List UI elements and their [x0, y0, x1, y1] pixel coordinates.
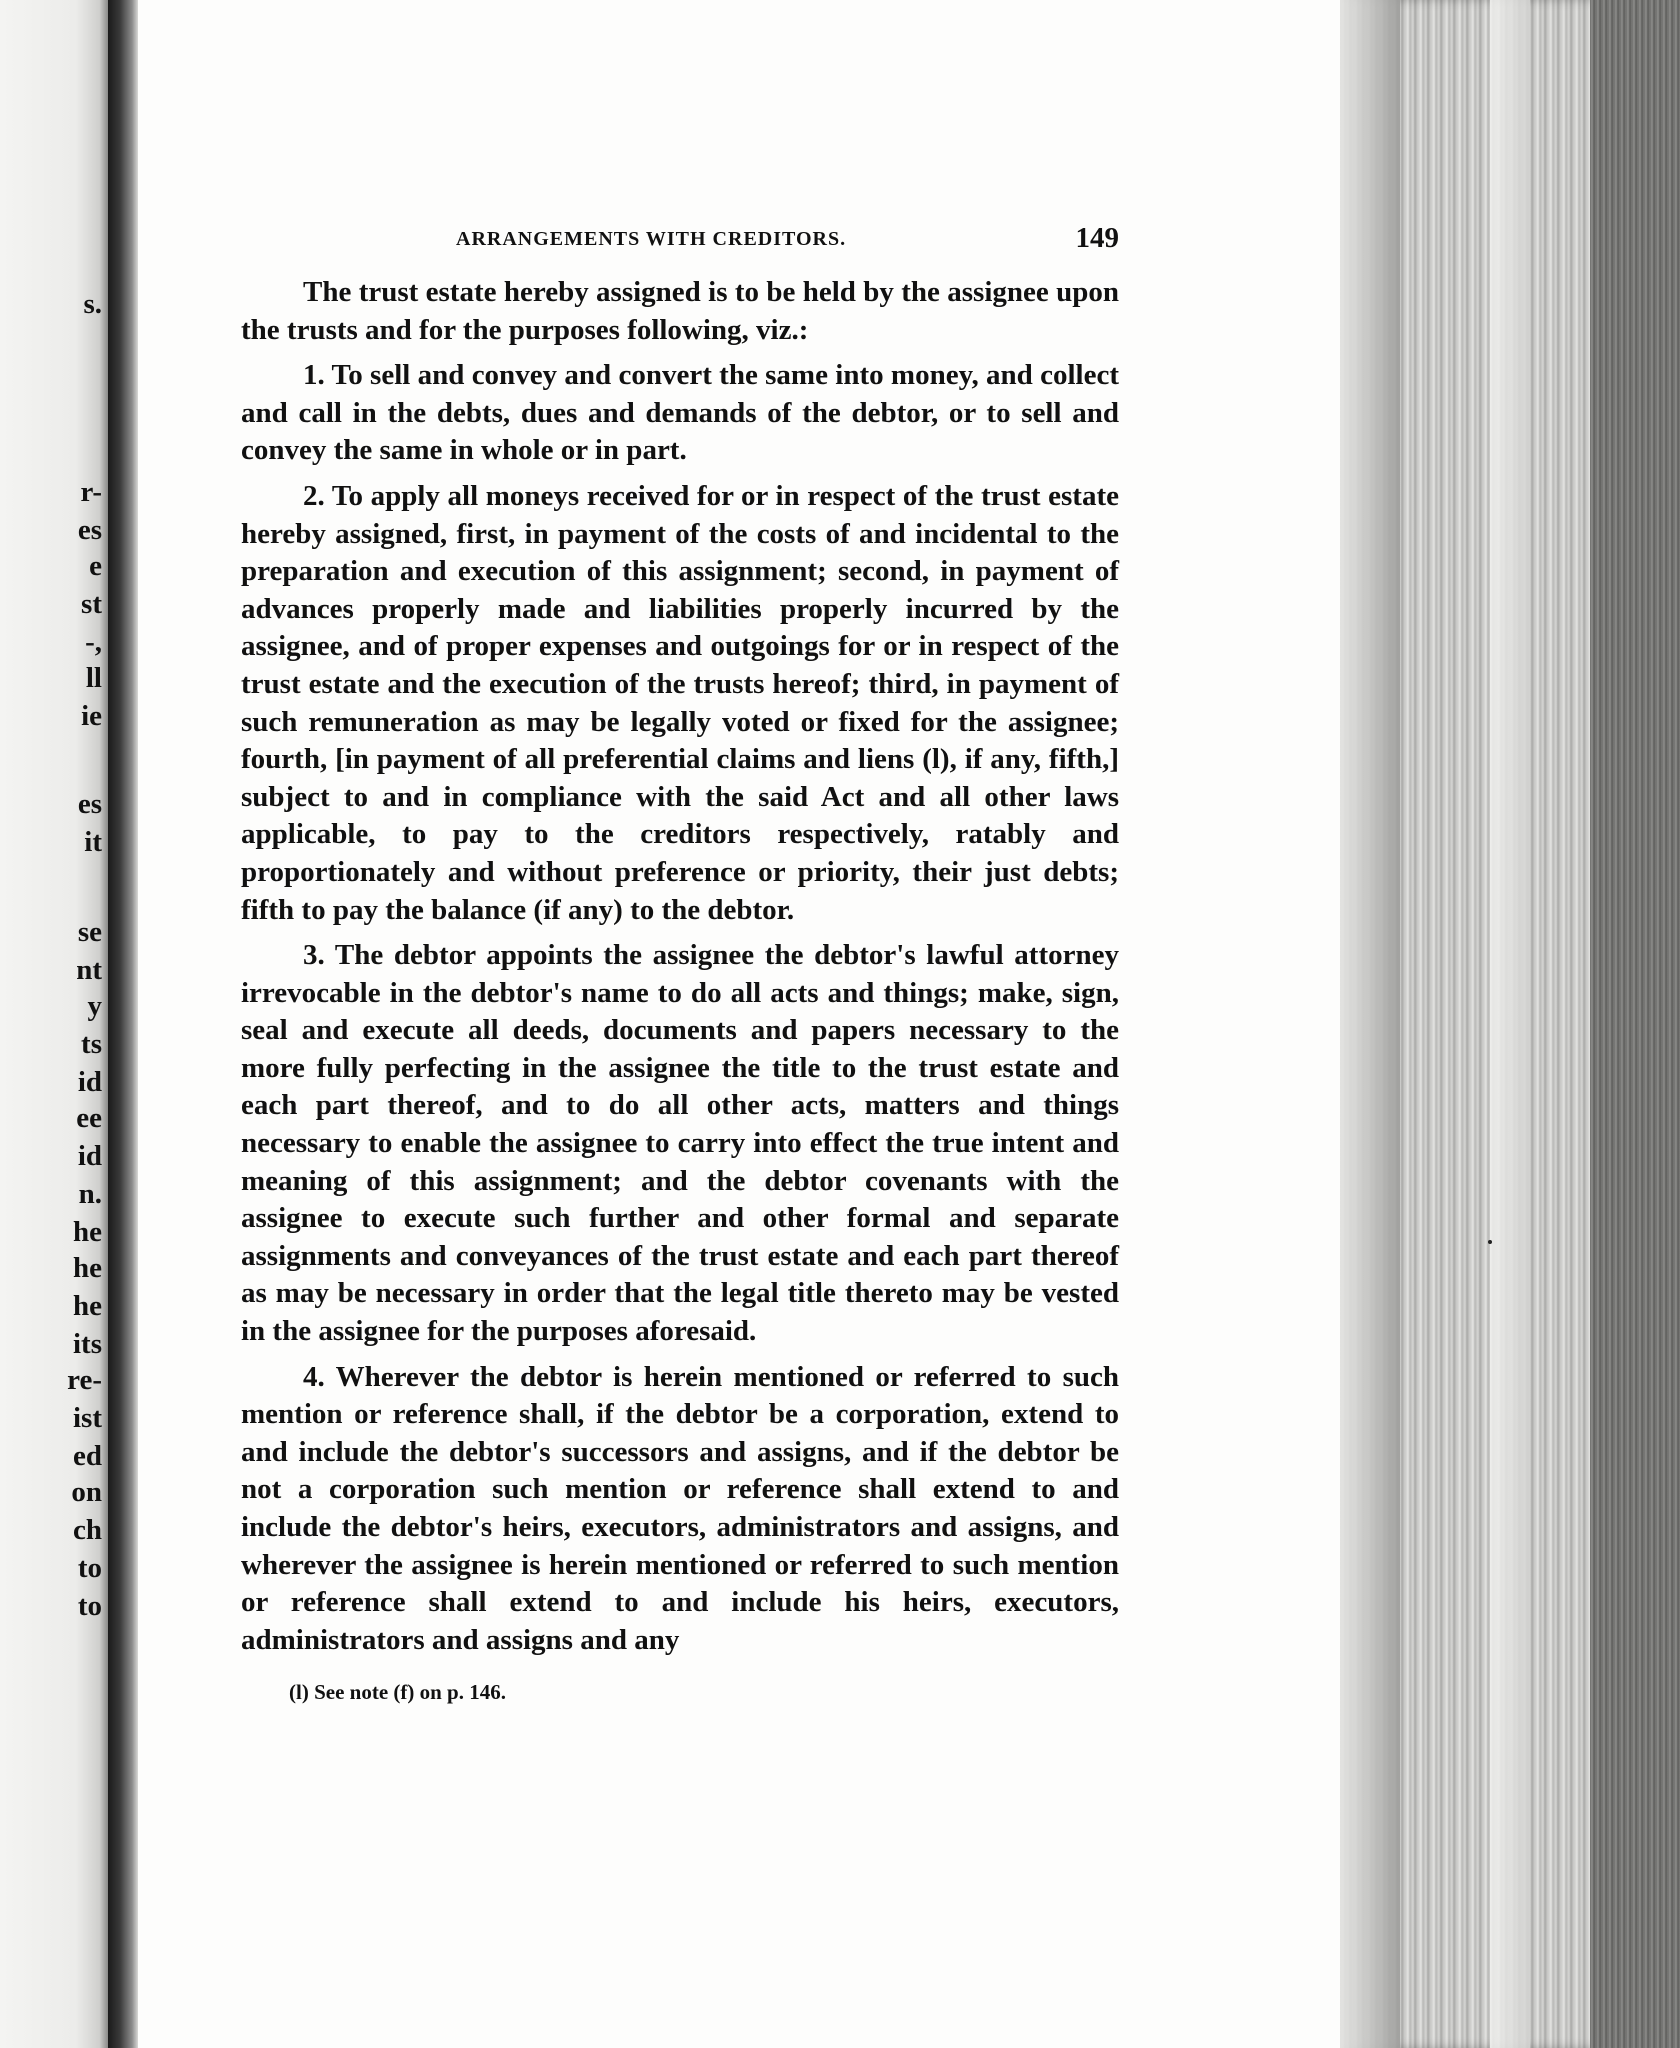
left-fragment: ts — [81, 1028, 102, 1060]
page-stack-edge — [1340, 0, 1680, 2048]
left-fragment: n. — [78, 1178, 102, 1210]
paragraph: 3. The debtor appoints the assignee the debtor's lawful attorney irrevocable in the debtor's name to do all acts and things; make, sign, seal and execute all deeds, documents and papers necessary to the more fully perfecting in the assignee the title to the trust estate and each part thereof, and to do all other acts, matters and things necessary to enable the assignee to carry into effect the true intent and meaning of this assignment; and the debtor covenants with the assignee to execute such further and other formal and separate assignments and conveyances of the trust estate and each part thereof as may be necessary in order that the legal title thereto may be vested in the assignee for the purposes aforesaid. — [241, 939, 1119, 1348]
left-fragment: nt — [76, 954, 102, 986]
edge-dark-band — [1590, 0, 1680, 2048]
left-fragment: se — [77, 916, 102, 948]
left-fragment: to — [77, 1590, 102, 1622]
edge-shade — [1340, 0, 1400, 2048]
paragraph: 1. To sell and convey and convert the same into money, and collect and call in the debts, dues and demands of the debtor, or to sell and convey the same in whole or in part. — [241, 359, 1119, 467]
left-fragment: ee — [76, 1102, 102, 1134]
left-fragment: es — [77, 514, 102, 546]
left-fragment: st — [81, 588, 102, 620]
running-head — [241, 222, 1119, 262]
left-fragment: id — [77, 1066, 102, 1098]
left-fragment: re- — [67, 1364, 102, 1396]
left-fragment: ist — [73, 1402, 102, 1434]
left-fragment: -, — [85, 626, 102, 658]
left-fragment: ed — [73, 1440, 102, 1472]
page-body — [241, 222, 1119, 1707]
left-fragment: ie — [81, 700, 102, 732]
left-fragment: on — [71, 1476, 102, 1508]
left-facing-page — [0, 0, 108, 2048]
left-fragment: he — [73, 1252, 102, 1284]
left-fragment: it — [84, 826, 102, 858]
left-fragment: y — [87, 990, 102, 1022]
left-fragment: he — [73, 1290, 102, 1322]
left-fragment: id — [77, 1140, 102, 1172]
scan-speck — [1488, 1240, 1492, 1244]
left-fragment: to — [77, 1552, 102, 1584]
left-fragment: ch — [73, 1514, 102, 1546]
paragraph: The trust estate hereby assigned is to be held by the assignee upon the trusts and for the purposes following, viz.: — [241, 276, 1119, 346]
paragraph: 4. Wherever the debtor is herein mentioned or referred to such mention or reference shall, if the debtor be a corporation, extend to and include the debtor's successors and assigns, and if the debtor be not a corporation such mention or reference shall extend to and include the debtor's heirs, executors, administrators and assigns, and wherever the assignee is herein mentioned or referred to such mention or reference shall extend to and include his heirs, executors, administrators and assigns and any — [241, 1360, 1119, 1656]
left-fragment: e — [89, 550, 102, 582]
footnote: (l) See note (f) on p. 146. — [289, 1680, 506, 1705]
left-fragment: r- — [80, 476, 102, 508]
running-title: ARRANGEMENTS WITH CREDITORS. — [456, 228, 847, 250]
left-fragment: s. — [83, 288, 102, 320]
left-fragment: he — [73, 1216, 102, 1248]
page-number: 149 — [1075, 222, 1119, 254]
left-fragment: its — [73, 1328, 102, 1360]
book-gutter — [108, 0, 138, 2048]
edge-highlight — [1490, 0, 1530, 2048]
paragraph: 2. To apply all moneys received for or in respect of the trust estate hereby assigned, first, in payment of the costs of and incidental to the preparation and execution of this assignment; second, in payment of advances properly made and liabilities properly incurred by the assignee, and of proper expenses and outgoings for or in respect of the trust estate and the execution of the trusts hereof; third, in payment of such remuneration as may be legally voted or fixed for the assignee; fourth, [in payment of all preferential claims and liens (l), if any, fifth,] subject to and in compliance with the said Act and all other laws applicable, to pay to the creditors respectively, ratably and proportionately and without preference or priority, their just debts; fifth to pay the balance (if any) to the debtor. — [241, 479, 1119, 926]
left-fragment: es — [77, 788, 102, 820]
left-fragment: ll — [85, 662, 102, 694]
